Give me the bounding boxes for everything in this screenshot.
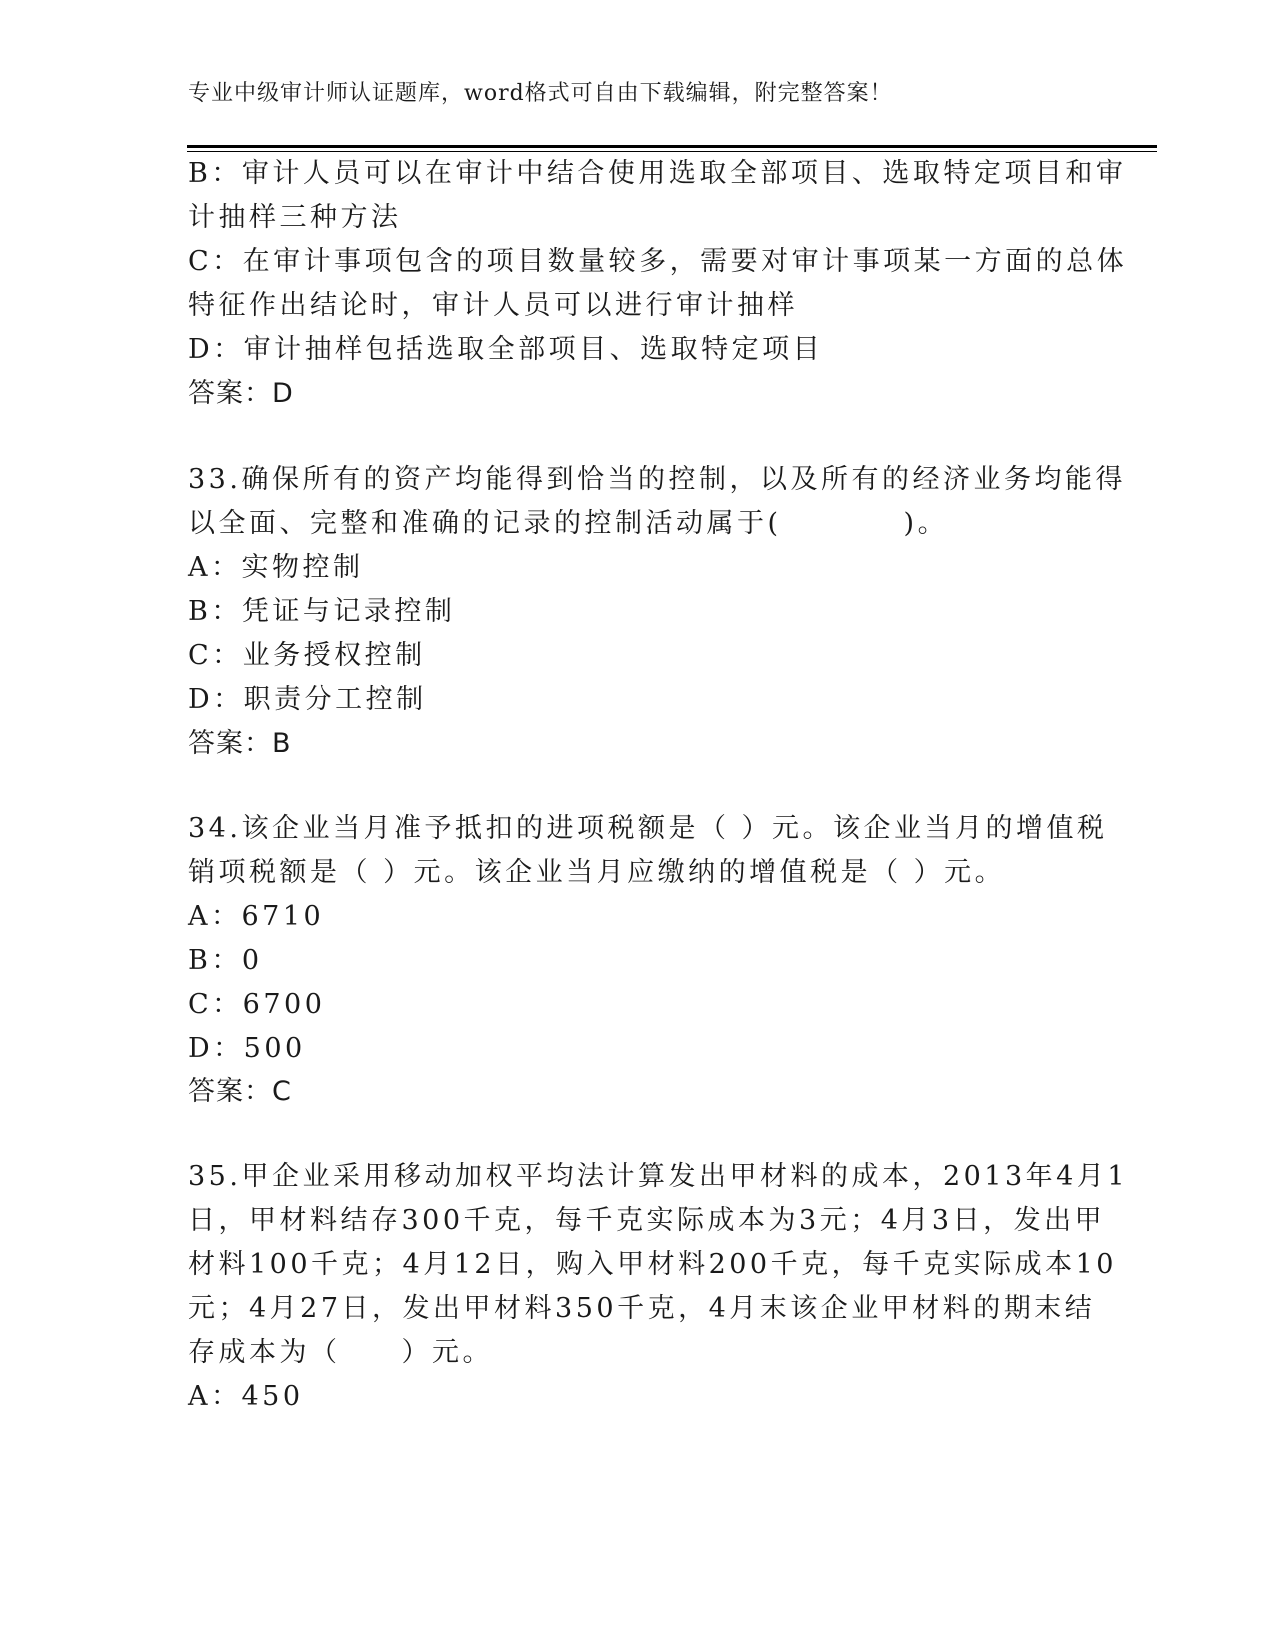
q34-option-c: C：6700	[188, 989, 326, 1020]
q33-stem-line1: 33.确保所有的资产均能得到恰当的控制，以及所有的经济业务均能得	[188, 464, 1126, 495]
q33-answer: 答案：B	[188, 728, 292, 759]
q33-option-a: A：实物控制	[188, 552, 364, 583]
q35-stem-line5: 存成本为（ ）元。	[188, 1337, 493, 1368]
q35-stem-line3: 材料100千克；4月12日，购入甲材料200千克，每千克实际成本10	[188, 1249, 1117, 1280]
q35-option-a: A：450	[188, 1381, 304, 1412]
q33-stem-line2: 以全面、完整和准确的记录的控制活动属于( )。	[188, 508, 949, 539]
prev-option-c-line2: 特征作出结论时，审计人员可以进行审计抽样	[188, 290, 798, 321]
q35-stem-line2: 日，甲材料结存300千克，每千克实际成本为3元；4月3日，发出甲	[188, 1205, 1106, 1236]
q35-stem-line1: 35.甲企业采用移动加权平均法计算发出甲材料的成本，2013年4月1	[188, 1161, 1129, 1192]
q35-stem-line4: 元；4月27日，发出甲材料350千克，4月末该企业甲材料的期末结	[188, 1293, 1096, 1324]
header-rule-thin	[187, 151, 1157, 152]
q34-option-a: A：6710	[188, 901, 325, 932]
q33-option-c: C：业务授权控制	[188, 640, 426, 671]
prev-option-c-line1: C：在审计事项包含的项目数量较多，需要对审计事项某一方面的总体	[188, 246, 1128, 277]
q34-answer: 答案：C	[188, 1076, 292, 1107]
q33-option-d: D：职责分工控制	[188, 684, 427, 715]
page-header: 专业中级审计师认证题库，word格式可自由下载编辑，附完整答案！	[188, 81, 893, 106]
q34-option-d: D：500	[188, 1033, 306, 1064]
prev-option-b-line1: B：审计人员可以在审计中结合使用选取全部项目、选取特定项目和审	[188, 158, 1127, 189]
q34-stem-line1: 34.该企业当月准予抵扣的进项税额是（ ）元。该企业当月的增值税	[188, 813, 1108, 844]
prev-option-d: D：审计抽样包括选取全部项目、选取特定项目	[188, 334, 824, 365]
header-rule-thick	[187, 145, 1157, 148]
prev-option-b-line2: 计抽样三种方法	[188, 202, 402, 233]
q33-option-b: B：凭证与记录控制	[188, 596, 456, 627]
q34-stem-line2: 销项税额是（ ）元。该企业当月应缴纳的增值税是（ ）元。	[188, 857, 1006, 888]
q34-option-b: B：0	[188, 945, 263, 976]
prev-answer: 答案：D	[188, 378, 294, 409]
